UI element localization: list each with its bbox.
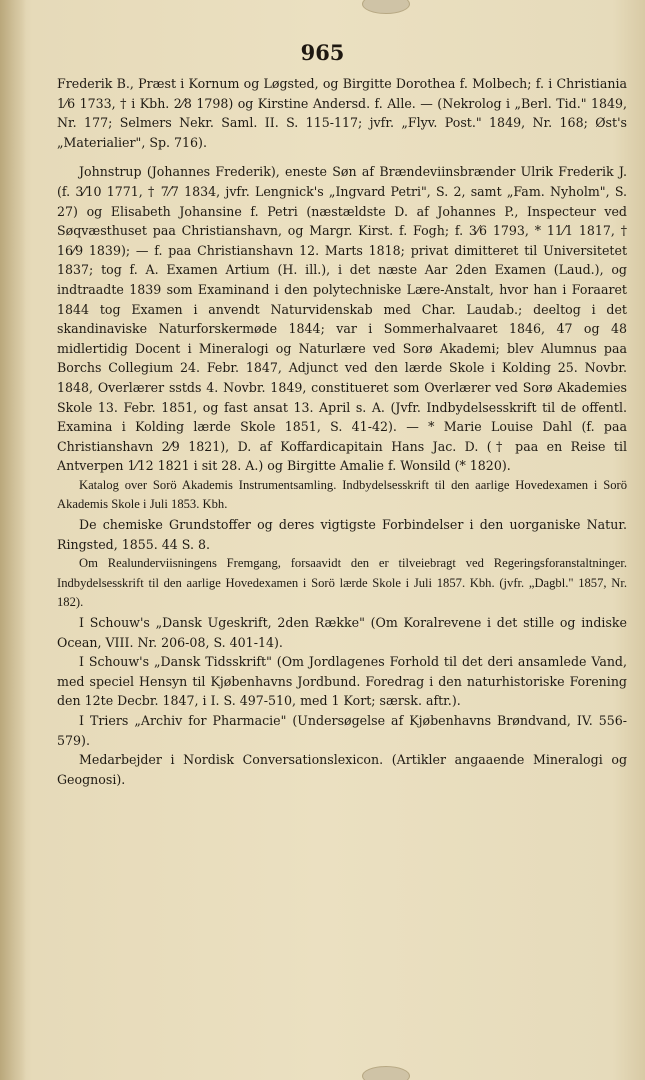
page-number: 965: [300, 40, 345, 65]
entry-continuation-paragraph: Frederik B., Præst i Kornum og Løgsted, og Birgitte Dorothea f. Molbech; f. i Christiania 1⁄6 1733, † i Kbh. 2⁄8 1798) og Kirstine Andersd. f. Alle. — (Nekrolog i „Berl. Tid." 1849, Nr. 177; Selmers Nekr. Saml. II. S. 115-117; jvfr. „Flyv. Post." 1849, Nr. 168; Øst's „Materialier", Sp. 716).: [57, 76, 627, 150]
page-hole-top: [362, 0, 410, 14]
work-item: I Schouw's „Dansk Ugeskrift, 2den Række" (Om Koralrevene i det stille og indiske Ocean, VIII. Nr. 206-08, S. 401-14).: [57, 615, 627, 650]
johnstrup-biography-paragraph: Johnstrup (Johannes Frederik), eneste Søn af Brændeviinsbrænder Ulrik Frederik J. (f. 3⁄10 1771, † 7⁄7 1834, jvfr. Lengnick's „Ingvard Petri", S. 2, samt „Fam. Nyholm", S. 27) og Elisabeth Johansine f. Petri (næstældste D. af Johannes P., Inspecteur ved Søqvæsthuset paa Christianshavn, og Margr. Kirst. f. Fogh; f. 3⁄6 1793, * 11⁄1 1817, † 16⁄9 1839); — f. paa Christianshavn 12. Marts 1818; privat dimitteret til Universitetet 1837; tog f. A. Examen Artium (H. ill.), i det næste Aar 2den Examen (Laud.), og indtraadte 1839 som Examinand i den polytechniske Lære-Anstalt, hvor han i Foraaret 1844 tog Examen i anvendt Naturvidenskab med Char. Laudab.; deeltog i det skandinaviske Naturforskermøde 1844; var i Sommerhalvaaret 1846, 47 og 48 midlertidig Docent i Mineralogi og Naturlære ved Sorø Akademi; blev Alumnus paa Borchs Collegium 24. Febr. 1847, Adjunct ved den lærde Skole i Kolding 25. Novbr. 1848, Overlærer sstds 4. Novbr. 1849, constitueret som Overlærer ved Sorø Akademies Skole 13. Febr. 1851, og fast ansat 13. April s. A. (Jvfr. Indbydelsesskrift til de offentl. Examina i Kolding lærde Skole 1851, S. 41-42). — * Marie Louise Dahl (f. paa Christianshavn 2⁄9 1821), D. af Koffardicapitain Hans Jac. D. († paa en Reise til Antverpen 1⁄12 1821 i sit 28. A.) og Birgitte Amalie f. Wonsild (* 1820).: [57, 164, 627, 474]
work-item: Katalog over Sorö Akademis Instrumentsamling. Indbydelsesskrift til den aarlige Hovedexamen i Sorö Akademis Skole i Juli 1853. Kbh.: [57, 477, 627, 512]
work-item: De chemiske Grundstoffer og deres vigtigste Forbindelser i den uorganiske Natur. Ringsted, 1855. 44 S. 8.: [57, 517, 627, 552]
work-item: Om Realunderviisningens Fremgang, forsaavidt den er tilveiebragt ved Regeringsforanstaltninger. Indbydelsesskrift til den aarlige Hovedexamen i Sorö lærde Skole i Juli 1857. Kbh. (jvfr. „Dagbl." 1857, Nr. 182).: [57, 556, 627, 610]
page-text: [57, 74, 627, 789]
page-hole-bottom: [362, 1066, 410, 1080]
work-item: I Triers „Archiv for Pharmacie" (Undersøgelse af Kjøbenhavns Brøndvand, IV. 556-579).: [57, 713, 627, 748]
work-item: Medarbejder i Nordisk Conversationslexicon. (Artikler angaaende Mineralogi og Geognosi).: [57, 752, 627, 787]
work-item: I Schouw's „Dansk Tidsskrift" (Om Jordlagenes Forhold til det deri ansamlede Vand, med speciel Hensyn til Kjøbenhavns Jordbund. Foredrag i den naturhistoriske Forening den 12te Decbr. 1847, i I. S. 497-510, med 1 Kort; særsk. aftr.).: [57, 654, 627, 709]
binding-gutter: [0, 0, 26, 1080]
